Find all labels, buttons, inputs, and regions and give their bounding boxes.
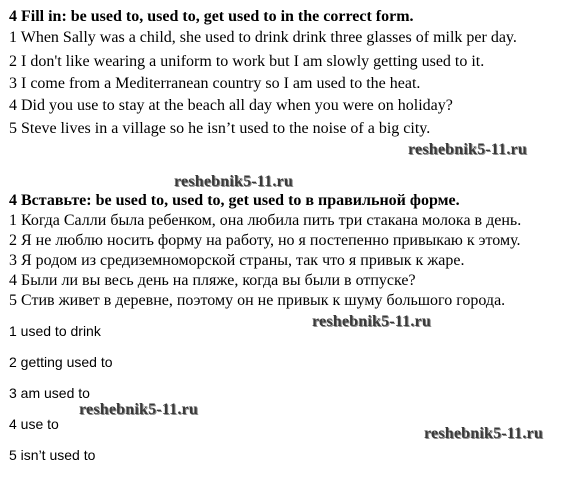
- russian-heading: 4 Вставьте: be used to, used to, get used to в правильной форме.: [9, 192, 460, 209]
- english-sentence-5: 5 Steve lives in a village so he isn’t used to the noise of a big city.: [9, 120, 431, 137]
- watermark: reshebnik5-11.ru: [79, 401, 198, 418]
- english-sentence-3: 3 I come from a Mediterranean country so I am used to the heat.: [9, 75, 421, 92]
- russian-sentence-5: 5 Стив живет в деревне, поэтому он не привык к шуму большого города.: [9, 292, 506, 309]
- watermark: reshebnik5-11.ru: [424, 425, 543, 442]
- watermark: reshebnik5-11.ru: [174, 173, 293, 190]
- english-sentence-4: 4 Did you use to stay at the beach all day when you were on holiday?: [9, 97, 453, 114]
- russian-sentence-1: 1 Когда Салли была ребенком, она любила пить три стакана молока в день.: [9, 212, 522, 229]
- english-sentence-2: 2 I don't like wearing a uniform to work but I am slowly getting used to it.: [9, 53, 485, 70]
- answer-3: 3 am used to: [9, 385, 90, 401]
- watermark: reshebnik5-11.ru: [312, 313, 431, 330]
- answer-5: 5 isn’t used to: [9, 447, 96, 463]
- russian-sentence-2: 2 Я не люблю носить форму на работу, но я постепенно привыкаю к этому.: [9, 232, 521, 249]
- english-heading: 4 Fill in: be used to, used to, get used to in the correct form.: [9, 8, 414, 25]
- english-sentence-1: 1 When Sally was a child, she used to drink drink three glasses of milk per day.: [9, 29, 517, 46]
- russian-sentence-3: 3 Я родом из средиземноморской страны, так что я привык к жаре.: [9, 252, 465, 269]
- answer-4: 4 use to: [9, 416, 59, 432]
- watermark: reshebnik5-11.ru: [408, 141, 527, 158]
- answer-2: 2 getting used to: [9, 354, 113, 370]
- russian-sentence-4: 4 Были ли вы весь день на пляже, когда вы были в отпуске?: [9, 272, 416, 289]
- answer-1: 1 used to drink: [9, 323, 101, 339]
